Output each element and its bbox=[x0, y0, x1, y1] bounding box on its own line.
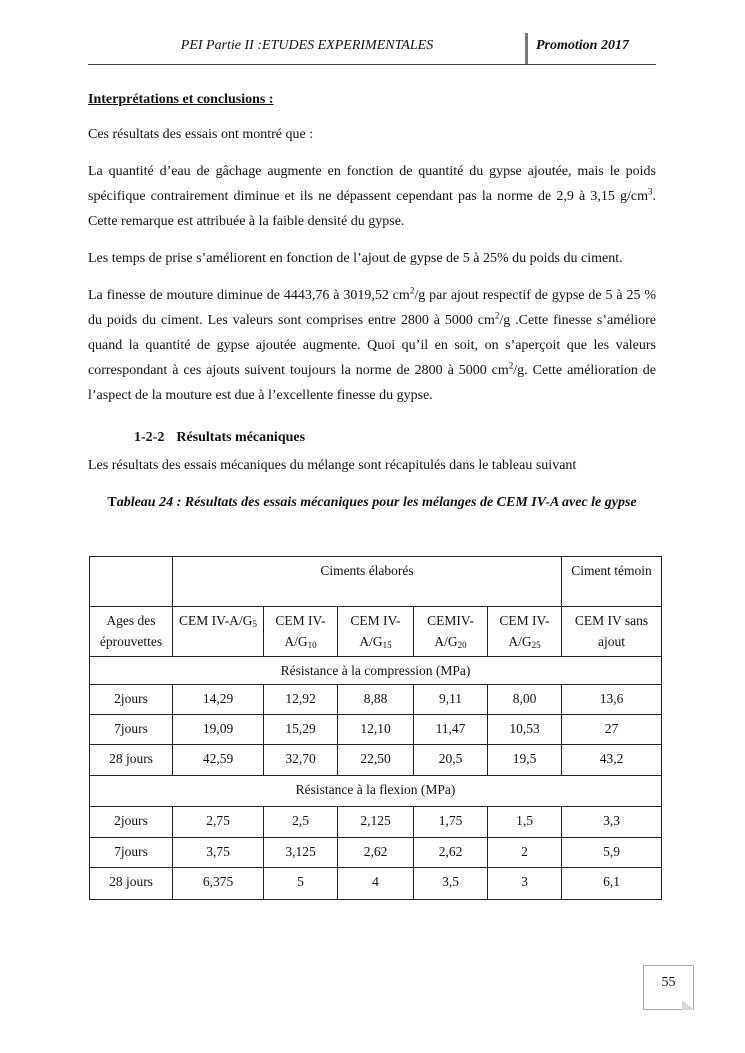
paragraph-water: La quantité d’eau de gâchage augmente en fonction de quantité du gypse ajoutée, mais le poids spécifique contrairement diminue et ils ne dépassent cependant pas la norme de 2,9 à 3,15 $g/cm^3$. Cette remarque est attribuée à la faible densité du gypse. bbox=[88, 164, 656, 229]
col-header: CEMIV-$A/G_{20}$ bbox=[414, 607, 488, 657]
paragraph-fineness: La finesse de mouture diminue de 4443,76 à 3019,52 $cm^2/g$ par ajout respectif de gypse de 5 à 25 % du poids du ciment. Les valeurs sont comprises entre 2800 à 5000 $cm^2/g$ .Cette finesse s’améliore quand la quantité de gypse ajoutée augmente. Quoi qu’il en soit, on s’aperçoit que les valeurs correspondant à ces ajouts suivent toujours la norme de 2800 à 5000 $cm^2/g$. Cette amélioration de l’aspect de la mouture est due à l’excellente finesse du gypse. bbox=[88, 285, 656, 403]
group-header-temoin: Ciment témoin bbox=[562, 557, 662, 607]
table-caption: Tableau 24 : Résultats des essais mécaniques pour les mélanges de CEM IV-A avec le gypse bbox=[107, 495, 637, 510]
col-header-temoin: CEM IV sans ajout bbox=[562, 607, 662, 657]
table-row: 28 jours 6,375 5 4 3,5 3 6,1 bbox=[90, 868, 662, 900]
page-number: 55 bbox=[661, 975, 676, 990]
col-header: CEM $IV-A/G_5$ bbox=[173, 607, 264, 657]
age-header: Ages des éprouvettes bbox=[90, 607, 173, 657]
col-header: CEM $IV-A/G_{25}$ bbox=[488, 607, 562, 657]
section-heading: 1-2-2 Résultats mécaniques bbox=[134, 430, 306, 445]
paragraph-intro: Ces résultats des essais ont montré que : bbox=[88, 127, 314, 142]
group-header-elabores: Ciments élaborés bbox=[173, 557, 562, 607]
table-row: 28 jours 42,59 32,70 22,50 20,5 19,5 43,2 bbox=[90, 745, 662, 776]
compression-section-title: Résistance à la compression (MPa) bbox=[90, 657, 662, 685]
page-fold-corner bbox=[682, 1000, 694, 1010]
results-table bbox=[89, 556, 662, 900]
paragraph-table-intro: Les résultats des essais mécaniques du mélange sont récapitulés dans le tableau suivant bbox=[88, 458, 577, 473]
empty-corner-cell bbox=[90, 557, 173, 607]
header-separator bbox=[525, 33, 528, 64]
col-header: CEM $IV-A/G_{15}$ bbox=[338, 607, 414, 657]
page-number-box bbox=[643, 965, 694, 1010]
header-promotion: Promotion 2017 bbox=[536, 38, 629, 53]
table-row: 2jours 14,29 12,92 8,88 9,11 8,00 13,6 bbox=[90, 685, 662, 715]
table-row: 7jours 3,75 3,125 2,62 2,62 2 5,9 bbox=[90, 838, 662, 868]
table-row: 7jours 19,09 15,29 12,10 11,47 10,53 27 bbox=[90, 715, 662, 745]
paragraph-setting-time: Les temps de prise s’améliorent en fonction de l’ajout de gypse de 5 à 25% du poids du ciment. bbox=[88, 251, 623, 266]
col-header: CEM $IV-A/G_{10}$ bbox=[264, 607, 338, 657]
page-header bbox=[88, 36, 656, 65]
conclusions-heading: Interprétations et conclusions : bbox=[88, 92, 274, 107]
table-row: 2jours 2,75 2,5 2,125 1,75 1,5 3,3 bbox=[90, 807, 662, 838]
flexion-section-title: Résistance à la flexion (MPa) bbox=[90, 776, 662, 807]
header-title: PEI Partie II :ETUDES EXPERIMENTALES bbox=[180, 38, 434, 53]
